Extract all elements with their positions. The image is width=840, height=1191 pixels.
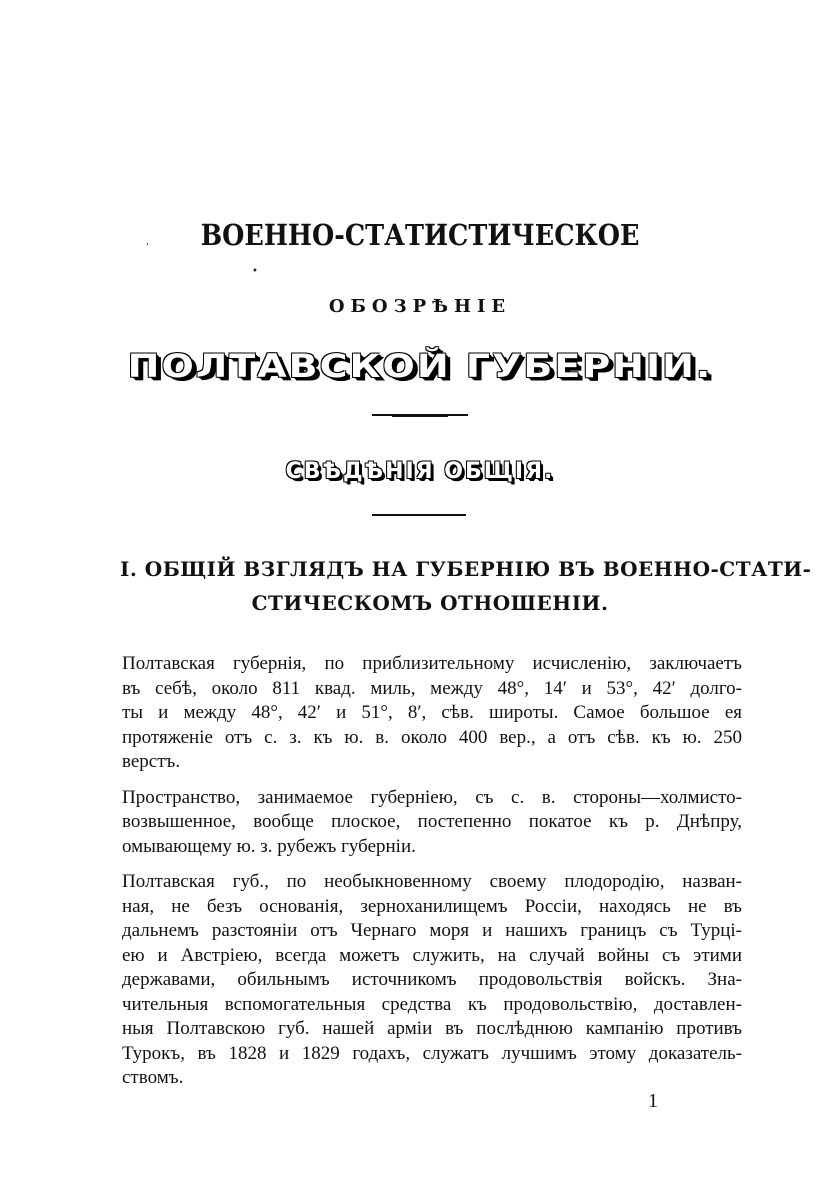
title-line-3: ПОЛТАВСКОЙ ГУБЕРНІИ.: [127, 347, 713, 385]
text-line: ты и между 48°, 42′ и 51°, 8′, сѣв. широты. Самое большое ея: [122, 702, 742, 723]
text-line: ная, не безъ основанія, зерноханилищемъ Россіи, находясь не въ: [122, 895, 742, 917]
text-line: ныя Полтавскою губ. нашей арміи въ послѣднюю кампанію противъ: [122, 1018, 742, 1039]
stray-mark-comma: ,: [146, 236, 150, 247]
text-line: Полтавская губ., по необыкновенному своему плодородію, назван-: [122, 871, 742, 892]
text-line: протяженіе отъ с. з. къ ю. в. около 400 вер., а отъ сѣв. къ ю. 250: [122, 726, 742, 748]
title-line-1: ВОЕННО-СТАТИСТИЧЕСКОЕ: [200, 218, 640, 252]
chapter-heading: [120, 552, 812, 620]
section-title: СВѢДѢНІЯ ОБЩІЯ.: [285, 459, 555, 484]
text-line: ствомъ.: [122, 1067, 184, 1088]
paragraph-1: [122, 652, 742, 775]
text-line: возвышенное, вообще плоское, постепенно покатое къ р. Днѣпру,: [122, 811, 742, 832]
text-line: Турокъ, въ 1828 и 1829 годахъ, служатъ лучшимъ этому доказатель-: [122, 1042, 742, 1064]
stray-mark-dot: •: [252, 266, 258, 277]
text-line: Полтавская губернія, по приблизительному исчисленію, заключаетъ: [122, 653, 742, 674]
text-line: въ себѣ, около 811 квад. миль, между 48°, 14′ и 53°, 42′ долго-: [122, 677, 742, 699]
divider-rule-bottom: [372, 514, 466, 516]
chapter-heading-line-1: I. ОБЩІЙ ВЗГЛЯДЪ НА ГУБЕРНІЮ ВЪ ВОЕННО-СТАТИ-: [120, 557, 812, 581]
divider-rule-top: [372, 414, 468, 416]
paragraph-2: [122, 786, 742, 860]
title-line-2: ОБОЗРѢНІЕ: [328, 296, 512, 317]
chapter-heading-line-2: СТИЧЕСКОМЪ ОТНОШЕНІИ.: [251, 591, 609, 615]
text-line: омывающему ю. з. рубежъ губерніи.: [122, 835, 416, 857]
text-line: державами, обильнымъ источникомъ продовольствія войскъ. Зна-: [122, 969, 742, 990]
text-line: дальнемъ разстояніи отъ Чернаго моря и нашихъ границъ съ Турці-: [122, 920, 742, 941]
paragraph-3: [122, 870, 742, 1091]
page-number: 1: [648, 1090, 658, 1112]
body-text: [122, 652, 742, 1102]
text-line: верстъ.: [122, 751, 181, 772]
text-line: ею и Австріею, всегда можетъ служить, на случай войны съ этими: [122, 944, 742, 966]
text-line: чительныя вспомогательныя средства къ продовольствію, доставлен-: [122, 993, 742, 1015]
text-line: Пространство, занимаемое губерніею, съ с. в. стороны—холмисто-: [122, 786, 742, 808]
